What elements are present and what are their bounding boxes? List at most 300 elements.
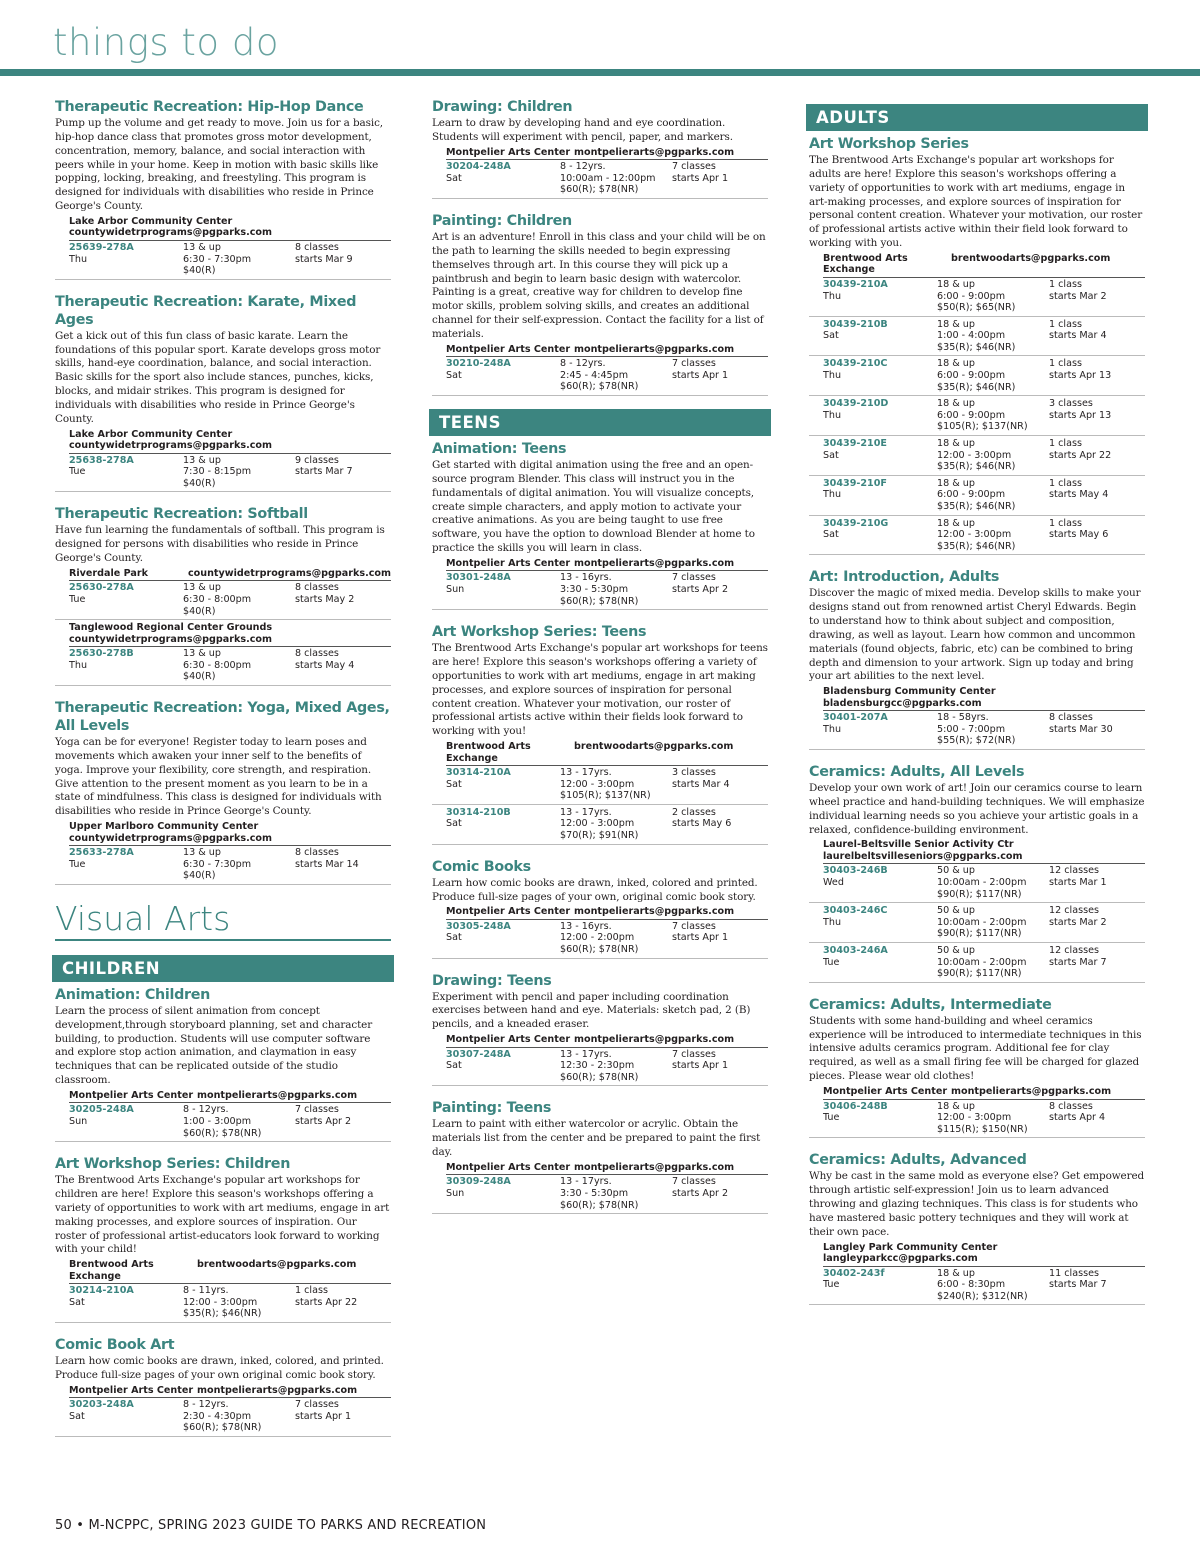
class-count: 1 class bbox=[295, 1285, 328, 1297]
session-day: Thu bbox=[823, 723, 842, 735]
class-count: 7 classes bbox=[672, 358, 716, 370]
course-code[interactable]: 30439-210G bbox=[823, 517, 889, 529]
spacer bbox=[1049, 342, 1159, 354]
location-row bbox=[432, 1034, 768, 1046]
start-date: starts May 6 bbox=[1049, 529, 1109, 541]
location-name: Montpelier Arts Center bbox=[823, 1086, 948, 1097]
location-email[interactable]: montpelierarts@pgparks.com bbox=[574, 1161, 735, 1173]
class-count: 7 classes bbox=[672, 572, 716, 584]
course-description: Yoga can be for everyone! Register today to learn poses and movements which awaken your inner self to the benefits of yoga. Improve your flexibility, core strength, and respiration. Give attention to the present moment as you learn to be in a state of mindfulness. This class is designed for individuals with disabilities who reside in Prince George's County. bbox=[55, 735, 382, 818]
session-day: Sat bbox=[446, 369, 462, 381]
session-day: Sat bbox=[823, 449, 839, 461]
location-name: Brentwood Arts Exchange bbox=[446, 741, 531, 764]
session-row bbox=[432, 572, 768, 610]
location-email[interactable]: montpelierarts@pgparks.com bbox=[574, 1034, 735, 1046]
session-day: Sat bbox=[69, 1410, 85, 1422]
location-name: Montpelier Arts Center bbox=[69, 1089, 194, 1101]
course-code[interactable]: 30439-210D bbox=[823, 398, 889, 410]
session-time: 10:00am - 2:00pm bbox=[937, 956, 1027, 968]
session-row bbox=[55, 1104, 391, 1142]
location-row bbox=[55, 1090, 391, 1102]
start-date: starts Mar 4 bbox=[672, 778, 730, 790]
location-name: Brentwood Arts Exchange bbox=[823, 252, 908, 276]
location-rule bbox=[446, 1174, 768, 1175]
session-fee: $90(R); $117(NR) bbox=[937, 928, 1022, 940]
course-description: Students with some hand-building and wheel ceramics experience will be introduced to intermediate techniques in this intensive adults ceramics program. Additional fee for clay required, as well as a small firing fee will be charged for glazed pieces. Please wear old clothes! bbox=[809, 1014, 1142, 1083]
course-code[interactable]: 30403-246C bbox=[823, 905, 888, 917]
session-day: Sat bbox=[446, 932, 462, 944]
location-rule bbox=[69, 1102, 391, 1103]
session-time: 2:45 - 4:45pm bbox=[560, 369, 629, 381]
session-fee: $60(R); $78(NR) bbox=[560, 381, 639, 393]
course-listing bbox=[432, 98, 768, 199]
course-code[interactable]: 30314-210B bbox=[446, 806, 511, 818]
location-rule bbox=[69, 240, 391, 241]
age-range: 13 & up bbox=[183, 241, 221, 253]
location-name: Montpelier Arts Center bbox=[446, 1161, 571, 1173]
location-row bbox=[809, 253, 1145, 276]
course-code[interactable]: 25639-278A bbox=[69, 241, 134, 253]
spacer bbox=[1049, 501, 1159, 513]
session-fee: $40(R) bbox=[183, 870, 216, 882]
spacer bbox=[1049, 889, 1159, 901]
class-count: 1 class bbox=[1049, 318, 1082, 330]
session-time: 6:00 - 9:00pm bbox=[937, 370, 1006, 382]
age-range: 13 & up bbox=[183, 582, 221, 594]
location-rule bbox=[823, 277, 1145, 278]
course-title: Therapeutic Recreation: Yoga, Mixed Ages, All Levels bbox=[55, 699, 390, 734]
age-range: 18 & up bbox=[937, 477, 975, 489]
location-row bbox=[55, 216, 391, 239]
location-rule bbox=[446, 159, 768, 160]
start-date: starts Mar 7 bbox=[295, 466, 353, 478]
session-time: 3:30 - 5:30pm bbox=[560, 1188, 629, 1200]
start-date: starts Apr 1 bbox=[672, 172, 729, 184]
session-row bbox=[809, 438, 1145, 476]
location-name: Montpelier Arts Center bbox=[446, 1034, 571, 1046]
location-name: Lake Arbor Community Center bbox=[69, 428, 233, 440]
course-code[interactable]: 30439-210F bbox=[823, 477, 887, 489]
spacer bbox=[446, 1200, 560, 1212]
location-row bbox=[55, 821, 391, 844]
session-time: 12:00 - 3:00pm bbox=[560, 778, 635, 790]
location-email[interactable]: countywidetrprograms@pgparks.com bbox=[69, 633, 273, 645]
start-date: starts Apr 1 bbox=[672, 932, 729, 944]
age-range: 18 & up bbox=[937, 358, 975, 370]
class-count: 12 classes bbox=[1049, 865, 1099, 877]
class-count: 7 classes bbox=[672, 1176, 716, 1188]
course-code[interactable]: 30305-248A bbox=[446, 920, 511, 932]
class-count: 7 classes bbox=[295, 1104, 339, 1116]
course-code[interactable]: 30402-243f bbox=[823, 1267, 885, 1279]
session-day: Tue bbox=[823, 956, 840, 968]
session-time: 6:30 - 7:30pm bbox=[183, 858, 252, 870]
course-code[interactable]: 30439-210B bbox=[823, 318, 888, 330]
class-count: 12 classes bbox=[1049, 945, 1099, 956]
session-fee: $35(R); $46(NR) bbox=[183, 1308, 262, 1320]
location-name: Brentwood Arts Exchange bbox=[69, 1259, 154, 1282]
session-time: 2:30 - 4:30pm bbox=[183, 1410, 252, 1422]
session-row bbox=[809, 279, 1145, 317]
location-rule bbox=[446, 570, 768, 571]
location-row bbox=[432, 741, 768, 764]
session-time: 12:30 - 2:30pm bbox=[560, 1060, 635, 1072]
course-code[interactable]: 30439-210E bbox=[823, 438, 887, 450]
course-listing bbox=[809, 763, 1145, 983]
spacer bbox=[823, 928, 937, 940]
session-day: Thu bbox=[69, 659, 88, 671]
class-count: 8 classes bbox=[295, 241, 339, 253]
spacer bbox=[446, 1072, 560, 1084]
column-right bbox=[809, 98, 1145, 1318]
section-bar: CHILDREN bbox=[52, 955, 394, 982]
start-date: starts May 4 bbox=[1049, 489, 1109, 501]
location-rule bbox=[823, 863, 1145, 864]
course-title: Drawing: Children bbox=[432, 99, 573, 115]
session-fee: $35(R); $46(NR) bbox=[937, 540, 1016, 552]
location-email[interactable]: montpelierarts@pgparks.com bbox=[197, 1384, 358, 1396]
course-listing bbox=[432, 858, 768, 959]
spacer bbox=[823, 541, 937, 553]
page-header bbox=[0, 0, 1200, 78]
course-code[interactable]: 25630-278B bbox=[69, 648, 134, 660]
session-row bbox=[809, 865, 1145, 903]
location-rule bbox=[446, 919, 768, 920]
session-fee: $60(R); $78(NR) bbox=[183, 1422, 262, 1434]
location-email[interactable]: montpelierarts@pgparks.com bbox=[574, 343, 735, 355]
age-range: 8 - 12yrs. bbox=[560, 161, 606, 173]
class-count: 9 classes bbox=[295, 454, 339, 466]
course-title: Art Workshop Series: Teens bbox=[432, 624, 647, 641]
header-rule bbox=[0, 69, 1200, 76]
session-row bbox=[432, 1176, 768, 1214]
session-row bbox=[55, 455, 391, 493]
spacer bbox=[1049, 461, 1159, 473]
location-email[interactable]: countywidetrprograms@pgparks.com bbox=[187, 567, 391, 579]
start-date: starts Apr 2 bbox=[672, 1188, 729, 1200]
course-title: Ceramics: Adults, All Levels bbox=[809, 764, 1025, 781]
session-day: Tue bbox=[69, 858, 86, 870]
session-time: 1:00 - 4:00pm bbox=[937, 330, 1006, 342]
start-date: starts Apr 1 bbox=[672, 1060, 729, 1072]
start-date: starts Mar 14 bbox=[295, 858, 359, 870]
location-name: Montpelier Arts Center bbox=[446, 343, 571, 355]
course-description: Learn to paint with either watercolor or acrylic. Obtain the materials list from the center and be prepared to paint the first day. bbox=[432, 1118, 761, 1159]
course-title: Therapeutic Recreation: Karate, Mixed Ages bbox=[55, 293, 357, 328]
session-fee: $35(R); $46(NR) bbox=[937, 461, 1016, 473]
session-time: 6:00 - 8:30pm bbox=[937, 1279, 1006, 1291]
location-rule bbox=[823, 1099, 1145, 1100]
spacer bbox=[1049, 382, 1159, 394]
location-rule bbox=[69, 845, 391, 846]
session-fee: $35(R); $46(NR) bbox=[937, 341, 1016, 353]
start-date: starts Mar 4 bbox=[1049, 330, 1107, 342]
session-time: 7:30 - 8:15pm bbox=[183, 466, 252, 478]
course-listing bbox=[55, 986, 391, 1142]
course-title: Animation: Teens bbox=[432, 441, 567, 457]
spacer bbox=[69, 606, 183, 618]
course-title: Ceramics: Adults, Intermediate bbox=[809, 996, 1052, 1013]
location-email[interactable]: countywidetrprograms@pgparks.com bbox=[69, 832, 273, 844]
course-code[interactable]: 30307-248A bbox=[446, 1048, 511, 1060]
session-row bbox=[432, 807, 768, 845]
session-row bbox=[55, 1285, 391, 1323]
course-code[interactable]: 30403-246A bbox=[823, 945, 888, 956]
start-date: starts Apr 22 bbox=[295, 1296, 358, 1308]
session-fee: $50(R); $65(NR) bbox=[937, 302, 1016, 314]
spacer bbox=[1049, 541, 1159, 553]
course-description: Learn how comic books are drawn, inked, colored, and printed. Produce full-size pages of your own original comic book story. bbox=[55, 1355, 384, 1381]
location-email[interactable]: countywidetrprograms@pgparks.com bbox=[69, 227, 273, 239]
start-date: starts Apr 13 bbox=[1049, 370, 1112, 382]
session-fee: $240(R); $312(NR) bbox=[937, 1290, 1028, 1302]
spacer bbox=[1049, 421, 1159, 433]
course-code[interactable]: 30403-246B bbox=[823, 865, 888, 877]
course-listing bbox=[432, 623, 768, 844]
location-email[interactable]: brentwoodarts@pgparks.com bbox=[951, 252, 1111, 264]
age-range: 8 - 12yrs. bbox=[183, 1104, 229, 1116]
session-day: Tue bbox=[823, 1279, 840, 1291]
course-listing bbox=[55, 293, 391, 493]
session-row bbox=[809, 319, 1145, 357]
age-range: 18 & up bbox=[937, 1267, 975, 1279]
course-listing bbox=[432, 1099, 768, 1214]
course-title: Drawing: Teens bbox=[432, 972, 552, 989]
course-title: Comic Books bbox=[432, 858, 531, 875]
location-email[interactable]: montpelierarts@pgparks.com bbox=[951, 1086, 1112, 1097]
session-row bbox=[809, 1101, 1145, 1139]
start-date: starts Apr 2 bbox=[295, 1115, 352, 1127]
location-email[interactable]: langleyparkcc@pgparks.com bbox=[823, 1253, 978, 1264]
spacer bbox=[295, 478, 405, 490]
location-rule bbox=[69, 1283, 391, 1284]
course-code[interactable]: 30205-248A bbox=[69, 1104, 134, 1116]
age-range: 50 & up bbox=[937, 865, 975, 877]
spacer bbox=[69, 1128, 183, 1140]
spacer bbox=[823, 421, 937, 433]
course-listing bbox=[55, 1336, 391, 1437]
age-range: 8 - 11yrs. bbox=[183, 1285, 229, 1297]
session-time: 12:00 - 3:00pm bbox=[937, 529, 1012, 541]
page-title: things to do bbox=[53, 21, 279, 64]
start-date: starts Mar 30 bbox=[1049, 723, 1113, 735]
location-email[interactable]: montpelierarts@pgparks.com bbox=[197, 1089, 358, 1101]
session-row bbox=[809, 518, 1145, 556]
location-rule bbox=[69, 1397, 391, 1398]
page-footer: 50 • M-NCPPC, SPRING 2023 GUIDE TO PARKS AND RECREATION bbox=[55, 1518, 487, 1533]
session-time: 10:00am - 12:00pm bbox=[560, 172, 656, 184]
course-description: Learn the process of silent animation from concept development,through storyboard planning, set and character building, to production. Students will use computer software and explore stop action animation, and claymation in easy techniques that can be replicated outside of the studio classroom. bbox=[55, 1004, 373, 1087]
start-date: starts May 4 bbox=[295, 659, 355, 671]
spacer bbox=[823, 342, 937, 354]
location-email[interactable]: laurelbeltsvilleseniors@pgparks.com bbox=[823, 850, 1023, 862]
class-count: 7 classes bbox=[295, 1399, 339, 1411]
course-listing bbox=[809, 135, 1145, 555]
course-listing bbox=[55, 1155, 391, 1323]
session-fee: $60(R); $78(NR) bbox=[560, 595, 639, 607]
session-time: 10:00am - 2:00pm bbox=[937, 916, 1027, 928]
spacer bbox=[69, 265, 183, 277]
spacer bbox=[1049, 735, 1159, 747]
session-row bbox=[809, 398, 1145, 436]
course-code[interactable]: 30214-210A bbox=[69, 1285, 134, 1297]
location-name: Montpelier Arts Center bbox=[446, 557, 571, 569]
spacer bbox=[446, 944, 560, 956]
class-count: 1 class bbox=[1049, 278, 1082, 290]
location-name: Lake Arbor Community Center bbox=[69, 215, 233, 227]
age-range: 18 & up bbox=[937, 398, 975, 410]
location-row bbox=[809, 1086, 1145, 1098]
course-title: Animation: Children bbox=[55, 986, 211, 1003]
spacer bbox=[446, 790, 560, 802]
spacer bbox=[69, 870, 183, 882]
location-name: Bladensburg Community Center bbox=[823, 686, 996, 698]
course-code[interactable]: 30204-248A bbox=[446, 161, 511, 173]
session-fee: $60(R); $78(NR) bbox=[560, 184, 639, 196]
location-row bbox=[432, 147, 768, 159]
session-fee: $55(R); $72(NR) bbox=[937, 735, 1016, 747]
spacer bbox=[69, 478, 183, 490]
spacer bbox=[295, 870, 405, 882]
spacer bbox=[823, 735, 937, 747]
spacer bbox=[823, 1291, 937, 1303]
class-count: 7 classes bbox=[672, 161, 716, 173]
session-row bbox=[809, 358, 1145, 396]
age-range: 13 & up bbox=[183, 648, 221, 660]
session-fee: $40(R) bbox=[183, 671, 216, 683]
location-email[interactable]: bladensburgcc@pgparks.com bbox=[823, 697, 982, 709]
start-date: starts Apr 4 bbox=[1049, 1112, 1106, 1124]
session-day: Tue bbox=[69, 594, 86, 605]
session-time: 12:00 - 2:00pm bbox=[560, 932, 635, 944]
session-fee: $90(R); $117(NR) bbox=[937, 888, 1022, 900]
session-row bbox=[432, 1049, 768, 1087]
course-code[interactable]: 25630-278A bbox=[69, 582, 134, 594]
age-range: 13 - 17yrs. bbox=[560, 1048, 612, 1060]
class-count: 8 classes bbox=[1049, 712, 1093, 724]
session-fee: $35(R); $46(NR) bbox=[937, 381, 1016, 393]
age-range: 13 - 16yrs. bbox=[560, 572, 612, 584]
section-heading-rule bbox=[55, 939, 391, 941]
session-time: 6:30 - 8:00pm bbox=[183, 594, 252, 605]
course-code[interactable]: 30203-248A bbox=[69, 1399, 134, 1411]
course-listing bbox=[55, 505, 391, 686]
location-name: Langley Park Community Center bbox=[823, 1241, 998, 1253]
age-range: 50 & up bbox=[937, 905, 975, 917]
spacer bbox=[672, 830, 782, 842]
spacer bbox=[446, 381, 560, 393]
session-day: Thu bbox=[69, 253, 88, 265]
course-description: The Brentwood Arts Exchange's popular art workshops for children are here! Explore this season's workshops offering a variety of opportunities to work with art mediums, engage in art making processes, and explore sources of inspiration. Our roster of professional artist-educators look forward to working with your child! bbox=[55, 1174, 390, 1256]
class-count: 8 classes bbox=[295, 582, 339, 594]
course-description: Discover the magic of mixed media. Develop skills to make your designs stand out from renowned artist Cheryl Edwards. Begin to understand how to think about subject and composition, drawing, as well as layout. Learn how common and uncommon materials (found objects, fabric, etc) can be combined to bring depth and dimension to your artwork. Sign up today and bring your art abilities to the next level. bbox=[809, 587, 1141, 683]
class-count: 8 classes bbox=[295, 648, 339, 660]
spacer bbox=[823, 382, 937, 394]
session-row bbox=[55, 242, 391, 280]
course-description: Develop your own work of art! Join our ceramics course to learn wheel practice and hand-building techniques. We will emphasize individual learning needs so you achieve your artistic goals in a relaxed, confidence-building environment. bbox=[809, 782, 1145, 836]
age-range: 8 - 12yrs. bbox=[183, 1399, 229, 1411]
session-time: 6:30 - 7:30pm bbox=[183, 253, 252, 265]
section-bar: ADULTS bbox=[806, 104, 1148, 131]
course-code[interactable]: 25633-278A bbox=[69, 847, 134, 859]
course-title: Therapeutic Recreation: Hip-Hop Dance bbox=[55, 99, 364, 115]
spacer bbox=[295, 606, 405, 618]
spacer bbox=[1049, 928, 1159, 940]
session-day: Sun bbox=[446, 584, 465, 595]
age-range: 18 & up bbox=[937, 517, 975, 529]
start-date: starts May 6 bbox=[672, 818, 732, 830]
session-time: 1:00 - 3:00pm bbox=[183, 1115, 252, 1127]
course-title: Art Workshop Series: Children bbox=[55, 1156, 291, 1173]
session-fee: $40(R) bbox=[183, 265, 216, 277]
course-listing bbox=[432, 212, 768, 396]
spacer bbox=[69, 1422, 183, 1434]
course-title: Therapeutic Recreation: Softball bbox=[55, 506, 308, 523]
spacer bbox=[446, 830, 560, 842]
course-code[interactable]: 25638-278A bbox=[69, 454, 134, 466]
class-count: 8 classes bbox=[295, 847, 339, 859]
course-description: Pump up the volume and get ready to move. Join us for a basic, hip-hop dance class that promotes gross motor development, concentration, memory, balance, and social interaction with peers while in your home. Keep in motion with basic skills like popping, locking, breaking, and freestyling. This program is designed for individuals with disabilities who reside in Prince George's County. bbox=[55, 117, 383, 213]
course-code[interactable]: 30309-248A bbox=[446, 1176, 511, 1188]
session-row bbox=[809, 478, 1145, 516]
location-row bbox=[55, 1385, 391, 1397]
location-rule bbox=[446, 765, 768, 766]
course-description: Learn to draw by developing hand and eye coordination. Students will experiment with pencil, paper, and markers. bbox=[432, 117, 733, 143]
location-name: Tanglewood Regional Center Grounds bbox=[69, 622, 273, 634]
session-day: Sat bbox=[823, 330, 839, 342]
session-time: 6:00 - 9:00pm bbox=[937, 409, 1006, 421]
start-date: starts Mar 7 bbox=[1049, 956, 1107, 968]
course-code[interactable]: 30301-248A bbox=[446, 572, 511, 584]
location-email[interactable]: brentwoodarts@pgparks.com bbox=[197, 1259, 357, 1271]
course-listing bbox=[55, 699, 391, 885]
spacer bbox=[672, 944, 782, 956]
location-email[interactable]: montpelierarts@pgparks.com bbox=[574, 906, 735, 918]
class-count: 12 classes bbox=[1049, 905, 1099, 917]
location-email[interactable]: countywidetrprograms@pgparks.com bbox=[69, 440, 273, 452]
course-title: Ceramics: Adults, Advanced bbox=[809, 1152, 1027, 1169]
spacer bbox=[823, 889, 937, 901]
start-date: starts Apr 22 bbox=[1049, 449, 1112, 461]
course-code[interactable]: 30401-207A bbox=[823, 712, 888, 724]
spacer bbox=[1049, 1291, 1159, 1303]
course-code[interactable]: 30439-210A bbox=[823, 278, 888, 290]
course-code[interactable]: 30314-210A bbox=[446, 767, 511, 779]
session-day: Thu bbox=[823, 489, 842, 501]
course-description: Art is an adventure! Enroll in this class and your child will be on the path to learning the skills needed to begin expressing themselves through art. In this course they will pick up a paintbrush and begin to learn basic design with watercolor. Painting is a great, creative way for children to develop fine motor skills, problem solving skills, and creates an additional channel for their self-expression. Contact the facility for a list of materials. bbox=[432, 230, 766, 340]
session-time: 12:00 - 3:00pm bbox=[937, 449, 1012, 461]
course-code[interactable]: 30210-248A bbox=[446, 358, 511, 370]
start-date: starts Mar 2 bbox=[1049, 916, 1107, 928]
age-range: 13 & up bbox=[183, 847, 221, 859]
location-email[interactable]: montpelierarts@pgparks.com bbox=[574, 557, 735, 569]
session-day: Sun bbox=[446, 1188, 465, 1200]
location-name: Montpelier Arts Center bbox=[446, 906, 571, 918]
location-email[interactable]: montpelierarts@pgparks.com bbox=[574, 146, 735, 158]
location-rule bbox=[446, 1047, 768, 1048]
course-code[interactable]: 30406-248B bbox=[823, 1100, 888, 1112]
start-date: starts Apr 1 bbox=[672, 369, 729, 381]
course-code[interactable]: 30439-210C bbox=[823, 358, 888, 370]
location-email[interactable]: brentwoodarts@pgparks.com bbox=[574, 741, 734, 753]
session-fee: $35(R); $46(NR) bbox=[937, 501, 1016, 512]
course-title: Painting: Children bbox=[432, 212, 572, 229]
session-fee: $90(R); $117(NR) bbox=[937, 968, 1022, 980]
session-day: Sat bbox=[446, 172, 462, 184]
course-description: The Brentwood Arts Exchange's popular art workshops for adults are here! Explore this season's workshops offering a variety of opportunities to work with art mediums, engage in art-making processes, and explore sources of inspiration for personal content creation. Whatever your motivation, our roster of professional artists active within their field look forward to working with you. bbox=[809, 154, 1143, 250]
session-day: Thu bbox=[823, 290, 842, 302]
session-row bbox=[809, 945, 1145, 983]
